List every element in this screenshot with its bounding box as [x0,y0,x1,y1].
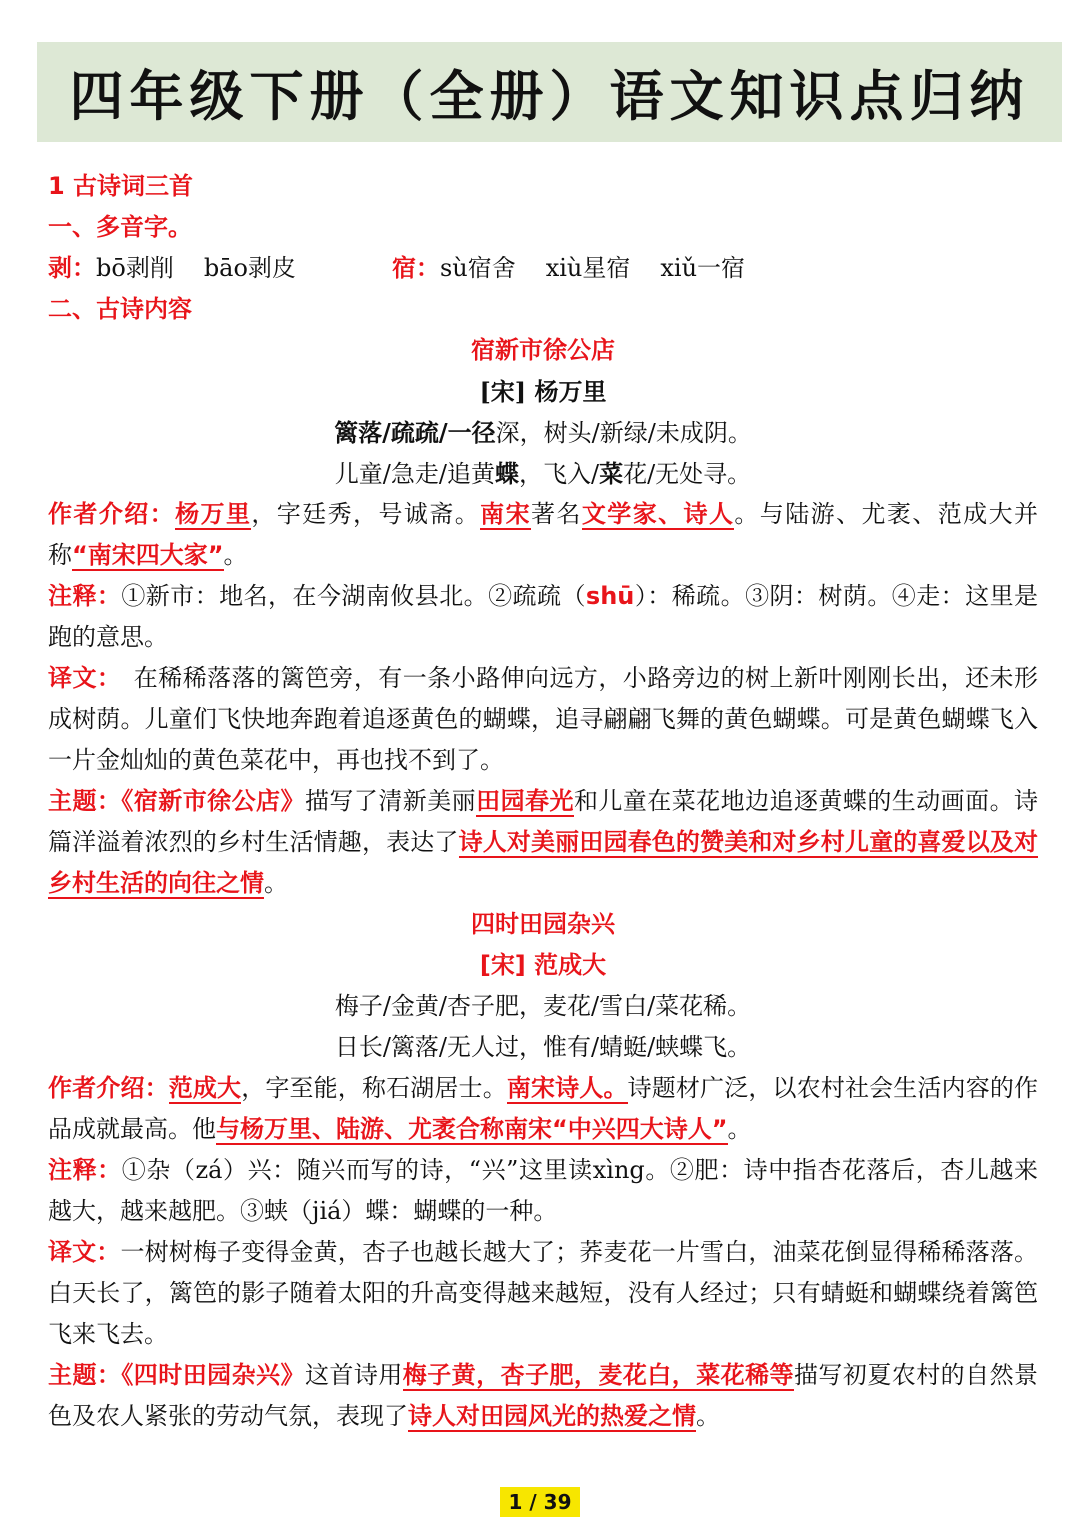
poem-verse-line: 日长/篱落/无人过，惟有/蜻蜓/蛱蝶飞。 [334,1033,752,1061]
polyphone-reading: xiù星宿 [545,254,631,282]
poem-author-line [48,371,1038,412]
theme: 主题：《宿新市徐公店》描写了清新美丽田园春光和儿童在菜花地边追逐黄蝶的生动画面。诗篇洋溢着浓烈的乡村生活情趣，表达了诗人对美丽田园春色的赞美和对乡村儿童的喜爱以及对乡村生活的向往之情。 [48,787,1039,897]
poem-dynasty: [宋] [479,951,526,979]
polyphone-reading: sù宿舍 [439,254,516,282]
lesson-heading: 1 古诗词三首 [48,172,194,200]
poem-author-line [48,945,1038,986]
author-intro: 作者介绍：范成大，字至能，称石湖居士。南宋诗人。诗题材广泛，以农村社会生活内容的作品成就最高。他与杨万里、陆游、尤袤合称南宋“中兴四大诗人”。 [48,1074,1039,1143]
section-heading-polyphones: 一、多音字。 [48,213,192,241]
poem-author: 范成大 [534,951,607,979]
poem-author: 杨万里 [534,377,607,406]
author-intro: 作者介绍：杨万里，字廷秀，号诚斋。南宋著名文学家、诗人。与陆游、尤袤、范成大并称“南宋四大家”。 [48,500,1039,569]
page-number: 1 / 39 [500,1487,580,1517]
poem-verse-line: 儿童/急走/追黄蝶，飞入/菜花/无处寻。 [334,459,752,488]
poem-title: 四时田园杂兴 [471,910,615,938]
polyphone-char-su: 宿： [391,254,440,282]
section-heading-poems: 二、古诗内容 [48,295,192,323]
title-banner [37,42,1062,142]
polyphone-row [48,248,1038,289]
translation: 译文： 在稀稀落落的篱笆旁，有一条小路伸向远方，小路旁边的树上新叶刚刚长出，还未形成树荫。儿童们飞快地奔跑着追逐黄色的蝴蝶，追寻翩翩飞舞的黄色蝴蝶。可是黄色蝴蝶飞入一片金灿灿的黄色菜花中，再也找不到了。 [48,664,1039,774]
polyphone-reading: bāo剥皮 [203,254,296,282]
polyphone-reading: bō剥削 [96,254,174,282]
page-title: 四年级下册（全册）语文知识点归纳 [69,64,1030,128]
theme: 主题：《四时田园杂兴》这首诗用梅子黄，杏子肥，麦花白，菜花稀等描写初夏农村的自然景色及农人紧张的劳动气氛，表现了诗人对田园风光的热爱之情。 [48,1361,1039,1430]
notes: 注释：①新市：地名，在今湖南攸县北。②疏疏（shū）：稀疏。③阴：树荫。④走：这里是跑的意思。 [48,582,1039,651]
poem-verse-line: 篱落/疏疏/一径深，树头/新绿/未成阴。 [334,418,752,447]
polyphone-reading: xiǔ一宿 [660,254,746,282]
poem-title: 宿新市徐公店 [471,336,615,364]
translation: 译文：一树树梅子变得金黄，杏子也越长越大了；荞麦花一片雪白，油菜花倒显得稀稀落落。白天长了，篱笆的影子随着太阳的升高变得越来越短，没有人经过；只有蜻蜓和蝴蝶绕着篱笆飞来飞去。 [48,1238,1039,1348]
notes: 注释：①杂（zá）兴：随兴而写的诗，“兴”这里读xìng。②肥：诗中指杏花落后，杏儿越来越大，越来越肥。③蛱（jiá）蝶：蝴蝶的一种。 [48,1156,1038,1225]
document-body [48,166,1038,1437]
poem-dynasty: [宋] [479,377,527,406]
poem-verse-line: 梅子/金黄/杏子肥，麦花/雪白/菜花稀。 [334,992,752,1020]
polyphone-char-bo: 剥： [48,254,96,282]
